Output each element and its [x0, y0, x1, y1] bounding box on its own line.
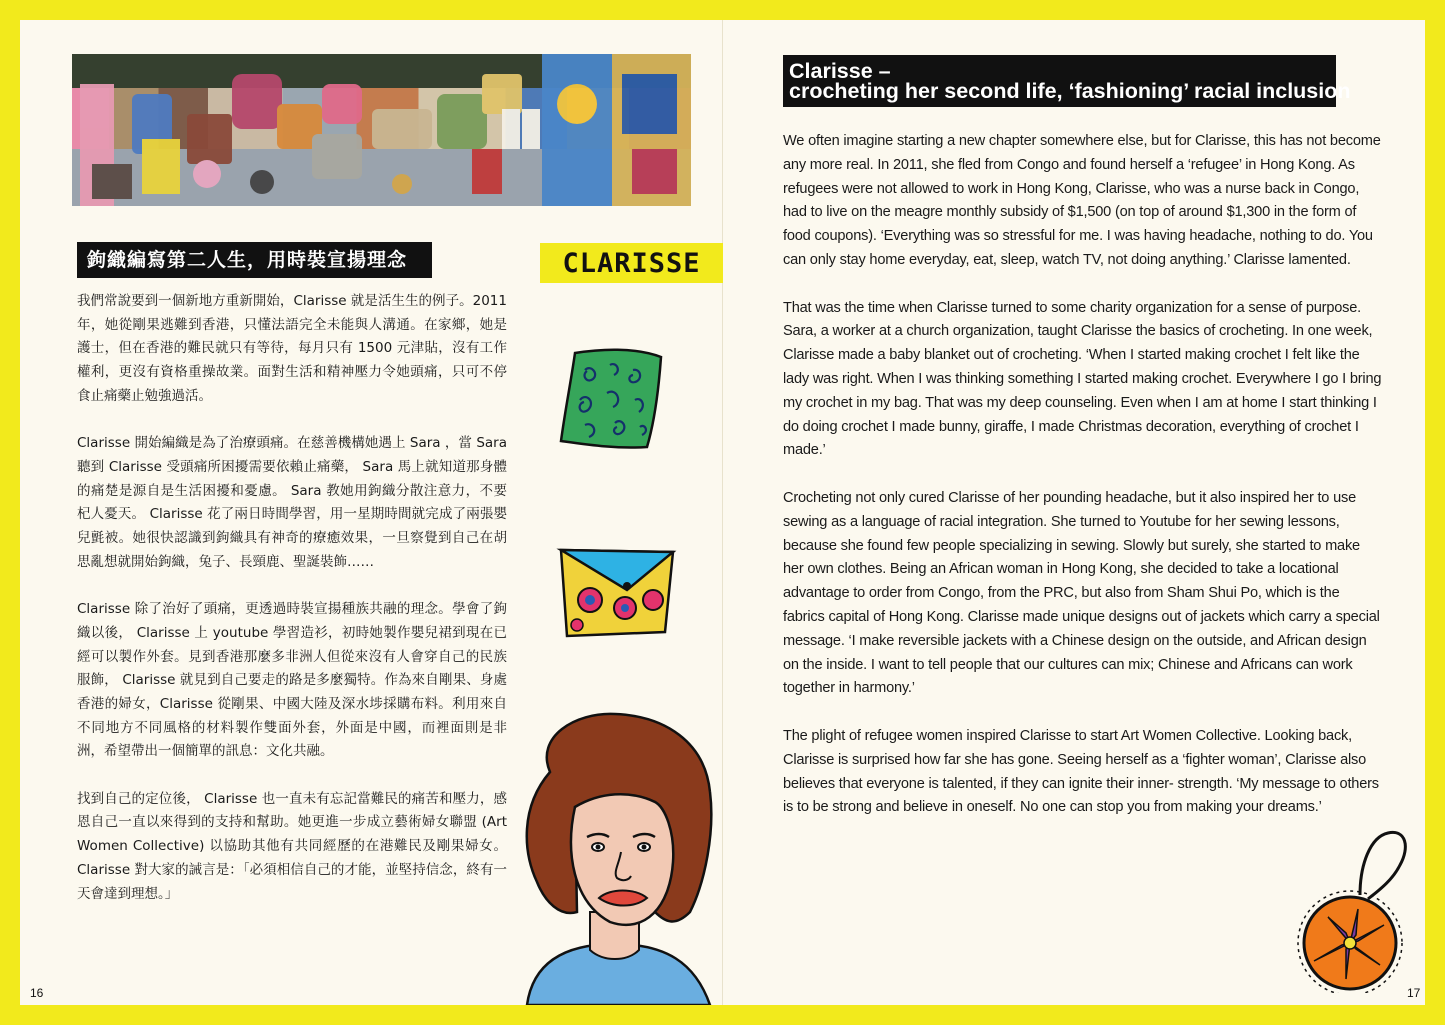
en-paragraph-3: Crocheting not only cured Clarisse of her pounding headache, but it also inspired her to use sewing as a language of racial integration. She turned to Youtube for her sewing lessons, because she found few people specializing in sewing. Slowly but surely, she started to make her own clothes. Being an African woman in Hong Kong, she decided to take a locational advantage to order from Congo, from the PRC, but also from Sham Shui Po, which is the fabrics capital of Hong Kong. Clarisse made unique designs out of jackets which carry a special message. ‘I make reversible jackets with a Chinese design on the outside, and African design on the inside. I want to tell people that our cultures can mix; Chinese and Africans can work together in harmony.’ [783, 489, 1380, 697]
english-heading-line-1: Clarisse – [789, 59, 891, 83]
zh-paragraph-2: Clarisse 開始編織是為了治療頭痛。在慈善機構她遇上 Sara ，當 Sara 聽到 Clarisse 受頭痛所困擾需要依賴止痛藥， Sara 馬上就知道那身體的痛楚是源自是生活困擾和憂慮。 Sara 教她用鉤織分散注意力，不要杞人憂天。 Clarisse 花了兩日時間學習，用一星期時間就完成了兩張嬰兒氈被。她很快認識到鉤織具有神奇的療癒效果，一旦察覺到自己在胡思亂想就開始鉤織，兔子、長頸鹿、聖誕裝飾…… [77, 435, 507, 570]
zh-paragraph-3: Clarisse 除了治好了頭痛，更透過時裝宣揚種族共融的理念。學會了鉤織以後， Clarisse 上 youtube 學習造衫，初時她製作嬰兒裙到現在已經可以製作外套。見到香港那麼多非洲人但從來沒有人會穿自己的民族服飾， Clarisse 就見到自己要走的路是多麼獨特。作為來自剛果、身處香港的婦女，Clarisse 從剛果、中國大陸及深水埗採購布料。利用來自不同地方不同風格的材料製作雙面外套，外面是中國，而裡面則是非洲，希望帶出一個簡單的訊息：文化共融。 [77, 601, 507, 760]
page-number-left: 16 [30, 986, 44, 1000]
market-stall-photo [72, 54, 691, 206]
round-purse-illustration [1288, 825, 1418, 993]
english-heading [783, 55, 1351, 107]
zh-paragraph-4: 找到自己的定位後， Clarisse 也一直未有忘記當難民的痛苦和壓力，感恩自己一直以來得到的支持和幫助。她更進一步成立藝術婦女聯盟 (Art Women Collective) 以協助其他有共同經歷的在港難民及剛果婦女。 Clarisse 對大家的誡言是：「必須相信自己的才能，並堅持信念，終有一天會達到理想。」 [77, 790, 507, 902]
en-paragraph-4: The plight of refugee women inspired Clarisse to start Art Women Collective. Looking back, Clarisse is surprised how far she has gone. Seeing herself as a ‘fighter woman’, Clarisse also believes that everyone is talented, if they can ignite their inner- strength. ‘My message to others is to be strong and believe in oneself. No one can stop you from making your dreams.’ [783, 727, 1379, 816]
clarisse-name-tag: CLARISSE [540, 243, 723, 283]
english-body-text [783, 130, 1383, 844]
chinese-body-text [77, 290, 507, 930]
clutch-bag-illustration [555, 540, 680, 640]
en-paragraph-1: We often imagine starting a new chapter somewhere else, but for Clarisse, this has not become any more real. In 2011, she fled from Congo and found herself a ‘refugee’ in Hong Kong. As refugees were not allowed to work in Hong Kong, Clarisse, who was a nurse back in Congo, had to live on the meagre monthly subsidy of $1,500 (on top of around $1,300 in the form of food coupons). ‘Everything was so stressful for me. I was having headache, nothing to do. You can only stay home everyday, eat, sleep, watch TV, not doing anything.’ Clarisse lamented. [783, 133, 1381, 268]
english-heading-line-2: crocheting her second life, ‘fashioning’ racial inclusion [789, 79, 1351, 103]
page-number-right: 17 [1407, 986, 1421, 1000]
clarisse-portrait-illustration [505, 712, 723, 1005]
en-paragraph-2: That was the time when Clarisse turned to some charity organization for a sense of purpose. Sara, a worker at a church organization, taught Clarisse the basics of crocheting. In one week, Clarisse made a baby blanket out of crocheting. ‘When I started making crochet I felt like the lady was right. When I was thinking something I started making crochet. Everywhere I go I bring my crochet in my bag. That was my deep counseling. Even when I am at home I start thinking I do doing crochet I made bunny, giraffe, I made Christmas decoration, everything of crochet I made.’ [783, 299, 1382, 459]
crochet-pillow-illustration [555, 345, 667, 455]
zh-paragraph-1: 我們常說要到一個新地方重新開始，Clarisse 就是活生生的例子。2011 年，她從剛果逃難到香港，只懂法語完全未能與人溝通。在家鄉，她是護士，但在香港的難民就只有等待，每月只有 1500 元津貼，沒有工作權利，更沒有資格重操故業。面對生活和精神壓力令她頭痛，只可不停食止痛藥止勉強過活。 [77, 293, 507, 404]
chinese-heading: 鉤織編寫第二人生，用時裝宣揚理念 [77, 242, 432, 278]
